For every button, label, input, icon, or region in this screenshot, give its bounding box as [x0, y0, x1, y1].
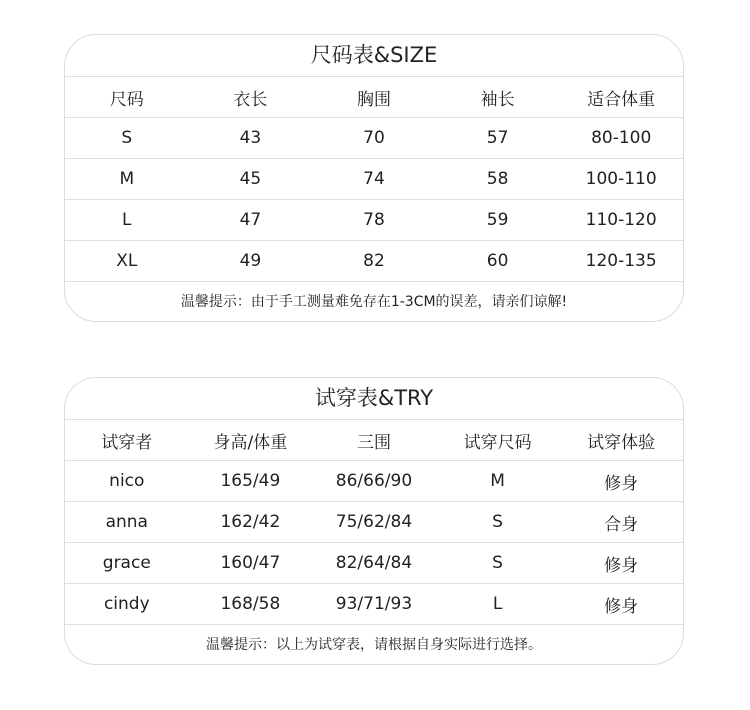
try-on-header-row [65, 420, 683, 461]
size-chart-header-row [65, 77, 683, 118]
table-row [65, 159, 683, 200]
table-cell: 60 [486, 251, 509, 271]
table-cell: 修身 [604, 555, 639, 576]
table-cell: 82 [363, 251, 385, 271]
try-header-cell: 身高/体重 [213, 432, 288, 453]
try-on-title: 试穿表&TRY [65, 378, 683, 420]
size-header-cell: 适合体重 [587, 89, 656, 110]
table-cell: L [122, 210, 132, 230]
table-cell: grace [102, 553, 151, 573]
table-cell: 93/71/93 [335, 594, 413, 614]
table-cell: 75/62/84 [335, 512, 413, 532]
size-header-cell: 衣长 [233, 89, 268, 110]
table-row [65, 502, 683, 543]
size-header-cell: 尺码 [109, 89, 144, 110]
table-cell: 70 [363, 128, 385, 148]
table-row [65, 200, 683, 241]
table-row [65, 241, 683, 282]
table-cell: 合身 [604, 514, 639, 535]
table-cell: 162/42 [220, 512, 281, 532]
table-cell: L [492, 594, 503, 614]
table-cell: 43 [239, 128, 262, 148]
table-cell: 78 [363, 210, 385, 230]
try-header-cell: 三围 [356, 432, 391, 453]
table-cell: 86/66/90 [335, 471, 413, 491]
table-cell: nico [109, 471, 145, 491]
table-cell: 110-120 [585, 210, 657, 230]
table-cell: 57 [486, 128, 509, 148]
table-cell: 100-110 [585, 169, 657, 189]
table-cell: 49 [239, 251, 262, 271]
size-chart-card [64, 34, 684, 322]
table-cell: S [492, 553, 503, 573]
size-header-cell: 袖长 [480, 89, 515, 110]
size-chart-note: 温馨提示：由于手工测量难免存在1-3CM的误差，请亲们谅解! [180, 294, 568, 310]
size-chart-title: 尺码表&SIZE [65, 35, 683, 77]
try-header-cell: 试穿者 [101, 432, 153, 453]
table-cell: M [119, 169, 135, 189]
table-cell: anna [105, 512, 148, 532]
table-row [65, 543, 683, 584]
table-row [65, 461, 683, 502]
table-cell: 120-135 [585, 251, 657, 271]
table-cell: 45 [239, 169, 262, 189]
try-on-card [64, 377, 684, 665]
table-cell: S [492, 512, 503, 532]
table-cell: 74 [363, 169, 385, 189]
table-cell: XL [116, 251, 138, 271]
table-cell: M [490, 471, 505, 491]
try-on-note: 温馨提示：以上为试穿表，请根据自身实际进行选择。 [206, 637, 542, 653]
table-cell: 修身 [604, 473, 639, 494]
table-cell: 82/64/84 [335, 553, 413, 573]
table-cell: 165/49 [220, 471, 281, 491]
table-row [65, 118, 683, 159]
try-header-cell: 试穿尺码 [463, 432, 532, 453]
table-cell: 47 [239, 210, 262, 230]
table-cell: 修身 [604, 596, 639, 617]
table-cell: 160/47 [220, 553, 281, 573]
table-cell: 59 [486, 210, 509, 230]
table-row [65, 584, 683, 625]
try-header-cell: 试穿体验 [587, 432, 656, 453]
table-cell: 58 [486, 169, 509, 189]
size-header-cell: 胸围 [356, 89, 391, 110]
table-cell: cindy [103, 594, 150, 614]
table-cell: 80-100 [591, 128, 652, 148]
table-cell: S [121, 128, 133, 148]
table-cell: 168/58 [220, 594, 281, 614]
